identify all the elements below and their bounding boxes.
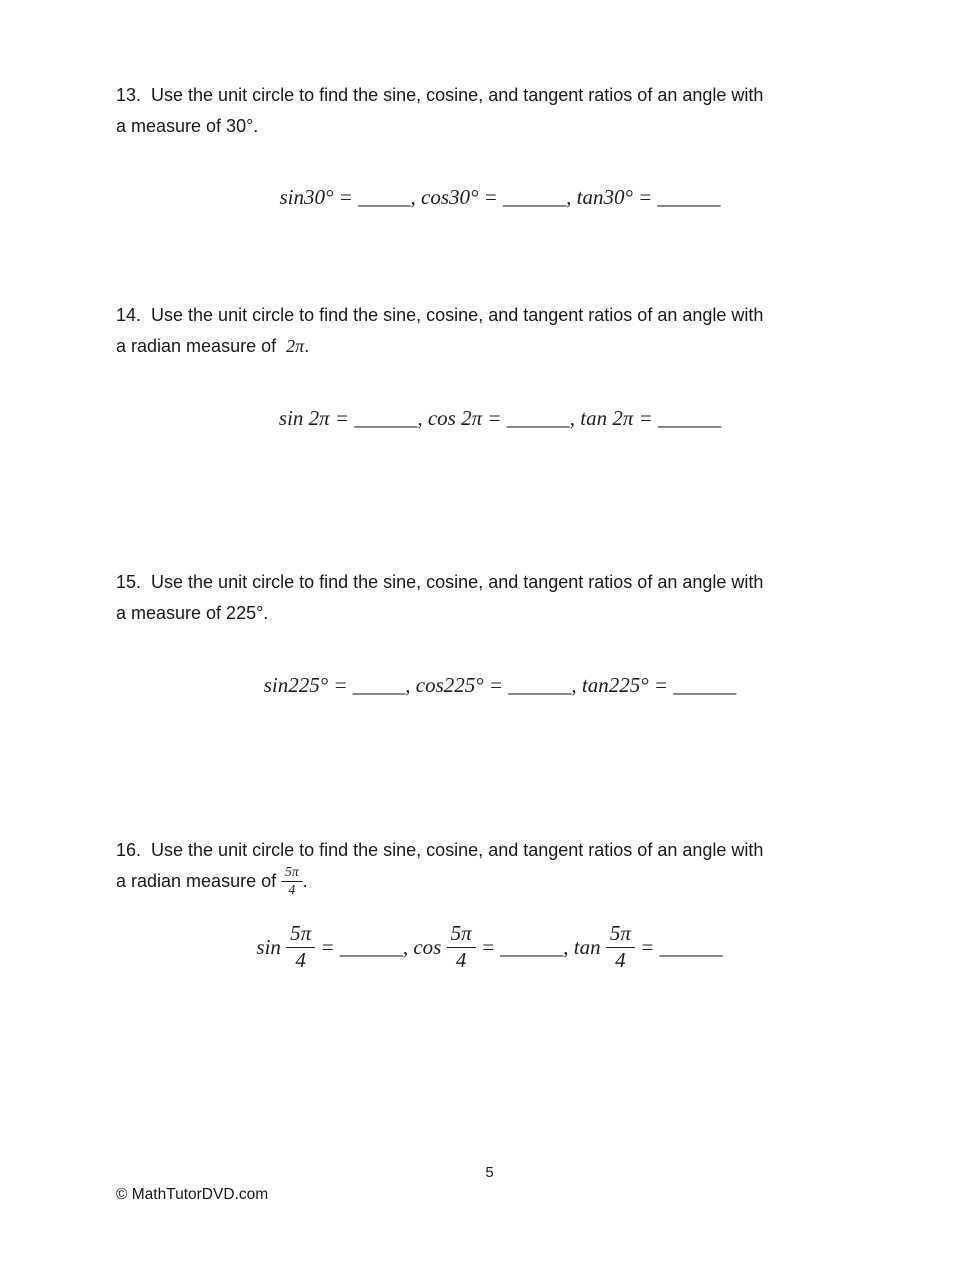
problem-14-equation bbox=[0, 381, 979, 456]
equation-blank-tan-label: = ______, tan bbox=[475, 934, 606, 959]
problem-15-equation bbox=[0, 648, 979, 723]
problem-15-line2: a measure of 225°. bbox=[116, 603, 269, 623]
line2-prefix: a radian measure of bbox=[116, 336, 287, 356]
problem-13-line1: 13. Use the unit circle to find the sine, cosine, and tangent ratios of an angle with bbox=[116, 85, 764, 105]
equation-text: sin225° = _____, cos225° = ______, tan225° = ______ bbox=[263, 673, 737, 697]
equation-text: sin30° = _____, cos30° = ______, tan30° = ______ bbox=[279, 185, 721, 209]
fraction-5pi-4 bbox=[606, 922, 635, 972]
line2-prefix: a radian measure of bbox=[116, 871, 282, 892]
equation-blank-tail: = ______ bbox=[634, 934, 723, 959]
fraction-denominator: 4 bbox=[455, 947, 467, 972]
fraction-denominator: 4 bbox=[295, 947, 306, 972]
fraction-5pi-4 bbox=[286, 922, 315, 972]
radian-measure-value: 2π bbox=[286, 336, 305, 356]
problem-16-statement bbox=[116, 835, 896, 899]
equation-sin-label: sin bbox=[256, 934, 287, 959]
fraction-numerator: 5π bbox=[606, 922, 635, 948]
copyright-text: © MathTutorDVD.com bbox=[116, 1186, 269, 1203]
equation-blank-cos-label: = ______, cos bbox=[315, 934, 447, 959]
problem-15-line1: 15. Use the unit circle to find the sine, cosine, and tangent ratios of an angle with bbox=[116, 572, 764, 592]
problem-13-line2: a measure of 30°. bbox=[116, 116, 259, 136]
line2-suffix: . bbox=[302, 871, 308, 892]
problem-16-line2 bbox=[116, 866, 896, 899]
problem-14-statement bbox=[116, 300, 896, 362]
problem-13-statement bbox=[116, 80, 896, 142]
problem-14-line1: 14. Use the unit circle to find the sine, cosine, and tangent ratios of an angle with bbox=[116, 305, 764, 325]
fraction-5pi-4 bbox=[447, 922, 476, 972]
problem-16-line1: 16. Use the unit circle to find the sine, cosine, and tangent ratios of an angle with bbox=[116, 840, 764, 860]
page-number: 5 bbox=[485, 1164, 494, 1181]
line2-suffix: . bbox=[304, 336, 310, 356]
fraction-denominator: 4 bbox=[615, 947, 626, 972]
problem-15-statement bbox=[116, 567, 896, 629]
problem-13-equation bbox=[0, 160, 979, 235]
fraction-5pi-4 bbox=[281, 865, 303, 898]
equation-text: sin 2π = ______, cos 2π = ______, tan 2π = ______ bbox=[278, 406, 722, 430]
fraction-numerator: 5π bbox=[281, 865, 303, 882]
problem-16-equation bbox=[0, 921, 979, 974]
fraction-denominator: 4 bbox=[288, 881, 296, 897]
problem-14-line2 bbox=[116, 331, 896, 362]
fraction-numerator: 5π bbox=[286, 922, 315, 948]
fraction-numerator: 5π bbox=[447, 922, 476, 948]
